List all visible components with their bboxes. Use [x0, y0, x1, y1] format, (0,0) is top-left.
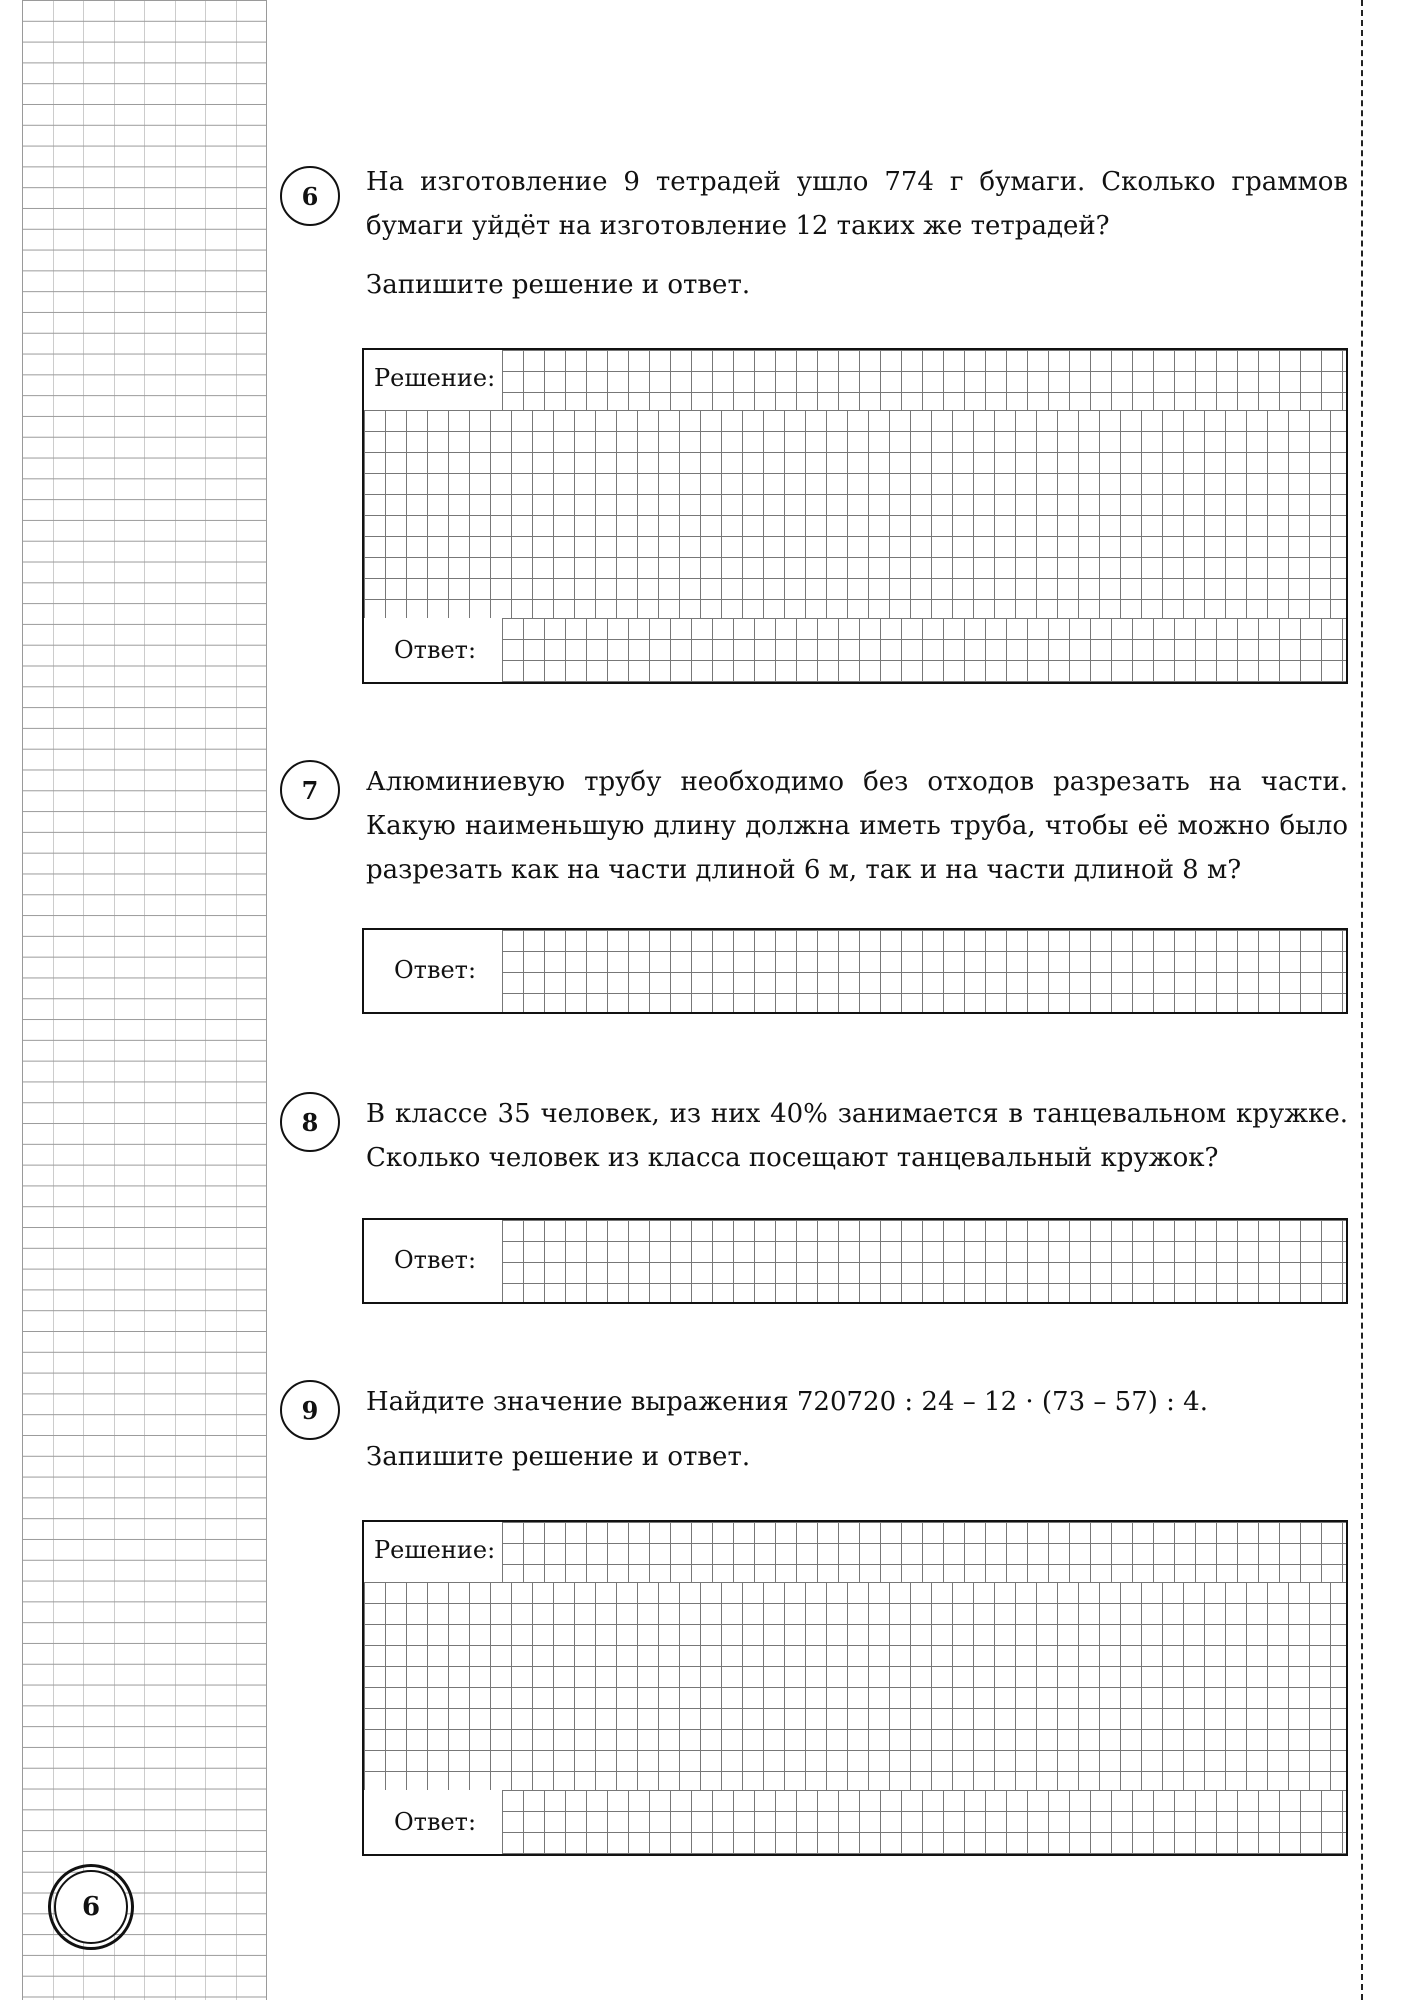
cut-line: [1361, 0, 1363, 2000]
answer-label: Ответ:: [390, 1246, 480, 1274]
page-number: 6: [54, 1870, 128, 1944]
solution-label: Решение:: [370, 364, 499, 392]
task-number: 6: [280, 166, 340, 226]
task-number: 8: [280, 1092, 340, 1152]
answer-grid[interactable]: [502, 1220, 1346, 1302]
answer-row: [364, 1790, 1346, 1854]
answer-box-7[interactable]: [362, 928, 1348, 1014]
task-text: В классе 35 человек, из них 40% занимается в танцевальном кружке. Сколько человек из класса посещают танцевальный кружок?: [366, 1099, 1348, 1173]
answer-grid[interactable]: [502, 1790, 1346, 1854]
solution-grid[interactable]: [364, 1582, 1346, 1792]
answer-label: Ответ:: [390, 956, 480, 984]
task-number: 7: [280, 760, 340, 820]
solution-header-grid: [502, 350, 1346, 410]
answer-grid[interactable]: [502, 618, 1346, 682]
solution-box-6[interactable]: [362, 348, 1348, 684]
task-instruction: Запишите решение и ответ.: [366, 1442, 751, 1472]
task-number: 9: [280, 1380, 340, 1440]
answer-label: Ответ:: [390, 1808, 480, 1836]
solution-label: Решение:: [370, 1536, 499, 1564]
solution-header-grid: [502, 1522, 1346, 1582]
page-number-badge: [48, 1864, 134, 1950]
solution-grid[interactable]: [364, 410, 1346, 620]
task-text: Найдите значение выражения 720720 : 24 – 12 · (73 – 57) : 4.: [366, 1387, 1208, 1417]
margin-grid: [22, 0, 267, 2000]
task-text: На изготовление 9 тетрадей ушло 774 г бумаги. Сколько граммов бумаги уйдёт на изготовление 12 таких же тетрадей?: [366, 167, 1348, 241]
answer-row: [364, 618, 1346, 682]
answer-label: Ответ:: [390, 636, 480, 664]
answer-box-8[interactable]: [362, 1218, 1348, 1304]
answer-grid[interactable]: [502, 930, 1346, 1012]
task-instruction: Запишите решение и ответ.: [366, 270, 751, 300]
task-text: Алюминиевую трубу необходимо без отходов разрезать на части. Какую наименьшую длину должна иметь труба, чтобы её можно было разрезать как на части длиной 6 м, так и на части длиной 8 м?: [366, 767, 1348, 885]
solution-box-9[interactable]: [362, 1520, 1348, 1856]
